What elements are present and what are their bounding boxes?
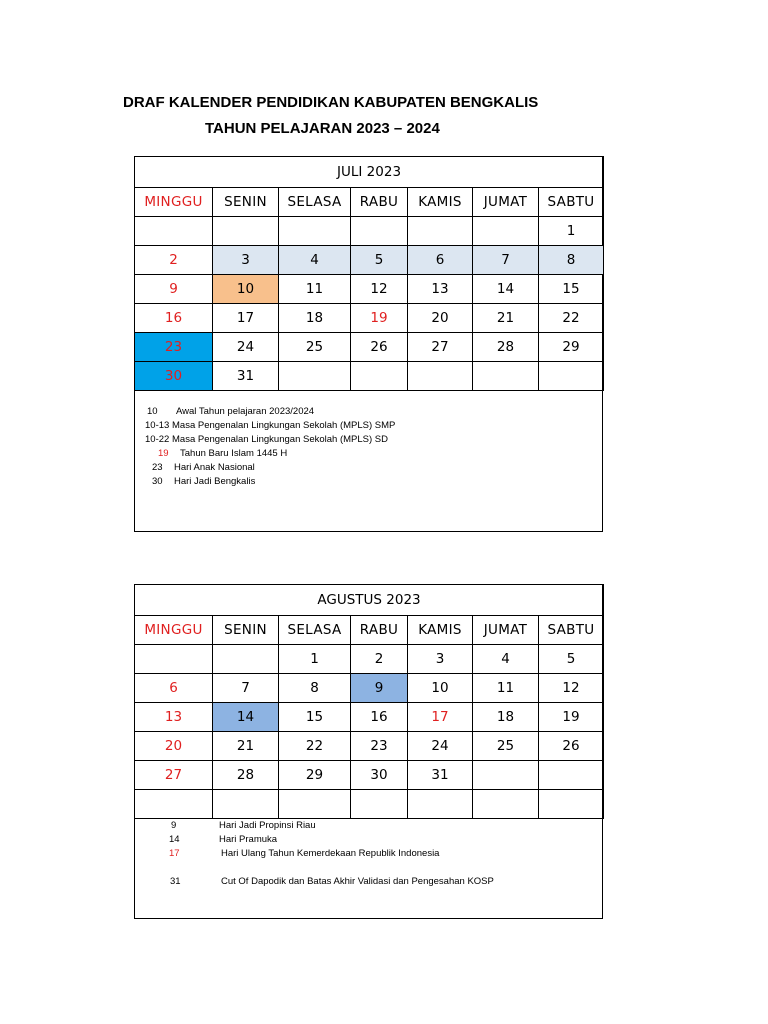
day-cell: 19 xyxy=(539,703,604,732)
note-date: 9 xyxy=(171,820,177,831)
day-cell xyxy=(408,790,473,819)
day-cell: 1 xyxy=(279,645,351,674)
week-row xyxy=(135,246,604,275)
day-cell: 2 xyxy=(135,246,213,275)
note-text: Cut Of Dapodik dan Batas Akhir Validasi dan Pengesahan KOSP xyxy=(221,876,494,887)
day-cell: 26 xyxy=(539,732,604,761)
day-header-rabu: RABU xyxy=(351,616,408,645)
day-cell: 15 xyxy=(279,703,351,732)
day-cell: 29 xyxy=(279,761,351,790)
day-cell: 9 xyxy=(351,674,408,703)
day-cell: 30 xyxy=(351,761,408,790)
week-row xyxy=(135,703,604,732)
note-date: 10-22 xyxy=(145,434,170,445)
day-cell: 20 xyxy=(135,732,213,761)
day-header-kamis: KAMIS xyxy=(408,616,473,645)
day-cell: 5 xyxy=(351,246,408,275)
week-row xyxy=(135,304,604,333)
document-subtitle: TAHUN PELAJARAN 2023 – 2024 xyxy=(205,120,440,137)
note-text: Hari Ulang Tahun Kemerdekaan Republik Indonesia xyxy=(221,848,440,859)
week-row xyxy=(135,732,604,761)
note-date: 10 xyxy=(147,406,158,417)
note-text: Hari Jadi Bengkalis xyxy=(174,476,256,487)
day-header-jumat: JUMAT xyxy=(473,616,539,645)
day-cell: 24 xyxy=(408,732,473,761)
day-header-minggu: MINGGU xyxy=(135,188,213,217)
week-row xyxy=(135,333,604,362)
note-date: 19 xyxy=(158,448,169,459)
day-cell: 25 xyxy=(279,333,351,362)
note-date: 14 xyxy=(169,834,180,845)
day-cell: 7 xyxy=(213,674,279,703)
note-text: Hari Anak Nasional xyxy=(174,462,255,473)
day-cell xyxy=(473,217,539,246)
day-cell: 30 xyxy=(135,362,213,391)
day-cell: 18 xyxy=(279,304,351,333)
day-cell: 16 xyxy=(135,304,213,333)
day-cell: 6 xyxy=(135,674,213,703)
day-cell: 12 xyxy=(351,275,408,304)
day-cell xyxy=(473,790,539,819)
note-date: 23 xyxy=(152,462,163,473)
day-cell xyxy=(473,761,539,790)
note-date: 17 xyxy=(169,848,180,859)
day-header-selasa: SELASA xyxy=(279,616,351,645)
day-cell: 11 xyxy=(473,674,539,703)
day-cell: 10 xyxy=(213,275,279,304)
month-title: AGUSTUS 2023 xyxy=(135,585,604,616)
day-cell xyxy=(135,790,213,819)
day-cell: 27 xyxy=(135,761,213,790)
day-cell xyxy=(213,790,279,819)
day-cell: 31 xyxy=(213,362,279,391)
day-cell: 26 xyxy=(351,333,408,362)
day-cell: 10 xyxy=(408,674,473,703)
day-cell: 13 xyxy=(408,275,473,304)
week-row xyxy=(135,674,604,703)
day-cell xyxy=(135,645,213,674)
day-cell: 7 xyxy=(473,246,539,275)
note-date: 31 xyxy=(170,876,181,887)
day-cell: 14 xyxy=(213,703,279,732)
week-row xyxy=(135,790,604,819)
day-cell xyxy=(351,362,408,391)
day-cell: 16 xyxy=(351,703,408,732)
day-header-minggu: MINGGU xyxy=(135,616,213,645)
day-cell: 2 xyxy=(351,645,408,674)
day-cell xyxy=(279,217,351,246)
day-cell xyxy=(351,217,408,246)
week-row xyxy=(135,362,604,391)
day-cell: 22 xyxy=(279,732,351,761)
day-cell: 18 xyxy=(473,703,539,732)
day-cell: 21 xyxy=(213,732,279,761)
day-cell xyxy=(279,790,351,819)
day-cell: 6 xyxy=(408,246,473,275)
day-cell: 8 xyxy=(539,246,604,275)
day-cell: 17 xyxy=(213,304,279,333)
week-row xyxy=(135,275,604,304)
day-cell: 12 xyxy=(539,674,604,703)
day-cell xyxy=(539,790,604,819)
day-cell: 23 xyxy=(135,333,213,362)
day-cell xyxy=(408,217,473,246)
week-row xyxy=(135,217,604,246)
day-cell: 8 xyxy=(279,674,351,703)
day-cell: 22 xyxy=(539,304,604,333)
note-text: Masa Pengenalan Lingkungan Sekolah (MPLS) SD xyxy=(172,434,388,445)
day-cell: 11 xyxy=(279,275,351,304)
day-cell xyxy=(135,217,213,246)
day-cell: 28 xyxy=(473,333,539,362)
day-cell: 3 xyxy=(213,246,279,275)
day-header-rabu: RABU xyxy=(351,188,408,217)
day-cell: 23 xyxy=(351,732,408,761)
note-date: 10-13 xyxy=(145,420,170,431)
day-cell: 15 xyxy=(539,275,604,304)
document-title: DRAF KALENDER PENDIDIKAN KABUPATEN BENGKALIS xyxy=(123,94,539,111)
day-header-senin: SENIN xyxy=(213,616,279,645)
day-cell xyxy=(351,790,408,819)
day-cell: 9 xyxy=(135,275,213,304)
day-cell xyxy=(539,362,604,391)
day-header-sabtu: SABTU xyxy=(539,188,604,217)
day-cell xyxy=(473,362,539,391)
note-text: Hari Pramuka xyxy=(219,834,278,845)
day-cell: 4 xyxy=(473,645,539,674)
day-cell: 17 xyxy=(408,703,473,732)
day-cell: 14 xyxy=(473,275,539,304)
day-cell: 3 xyxy=(408,645,473,674)
note-text: Tahun Baru Islam 1445 H xyxy=(180,448,288,459)
note-text: Hari Jadi Propinsi Riau xyxy=(219,820,316,831)
week-row xyxy=(135,761,604,790)
day-cell: 19 xyxy=(351,304,408,333)
day-cell: 4 xyxy=(279,246,351,275)
day-cell xyxy=(279,362,351,391)
day-header-sabtu: SABTU xyxy=(539,616,604,645)
day-cell xyxy=(408,362,473,391)
day-cell: 27 xyxy=(408,333,473,362)
day-cell: 1 xyxy=(539,217,604,246)
day-cell xyxy=(213,217,279,246)
day-header-jumat: JUMAT xyxy=(473,188,539,217)
day-cell: 25 xyxy=(473,732,539,761)
day-header-selasa: SELASA xyxy=(279,188,351,217)
note-text: Masa Pengenalan Lingkungan Sekolah (MPLS) SMP xyxy=(172,420,396,431)
day-cell xyxy=(213,645,279,674)
day-cell xyxy=(539,761,604,790)
note-date: 30 xyxy=(152,476,163,487)
day-cell: 20 xyxy=(408,304,473,333)
calendar-juli xyxy=(134,156,603,532)
calendar-table-juli xyxy=(134,156,604,391)
calendar-table-agustus xyxy=(134,584,604,819)
day-cell: 5 xyxy=(539,645,604,674)
day-cell: 13 xyxy=(135,703,213,732)
day-cell: 29 xyxy=(539,333,604,362)
day-cell: 24 xyxy=(213,333,279,362)
day-cell: 31 xyxy=(408,761,473,790)
day-header-senin: SENIN xyxy=(213,188,279,217)
day-cell: 21 xyxy=(473,304,539,333)
week-row xyxy=(135,645,604,674)
note-text: Awal Tahun pelajaran 2023/2024 xyxy=(176,406,315,417)
month-title: JULI 2023 xyxy=(135,157,604,188)
day-cell: 28 xyxy=(213,761,279,790)
day-header-kamis: KAMIS xyxy=(408,188,473,217)
calendar-agustus xyxy=(134,584,603,919)
